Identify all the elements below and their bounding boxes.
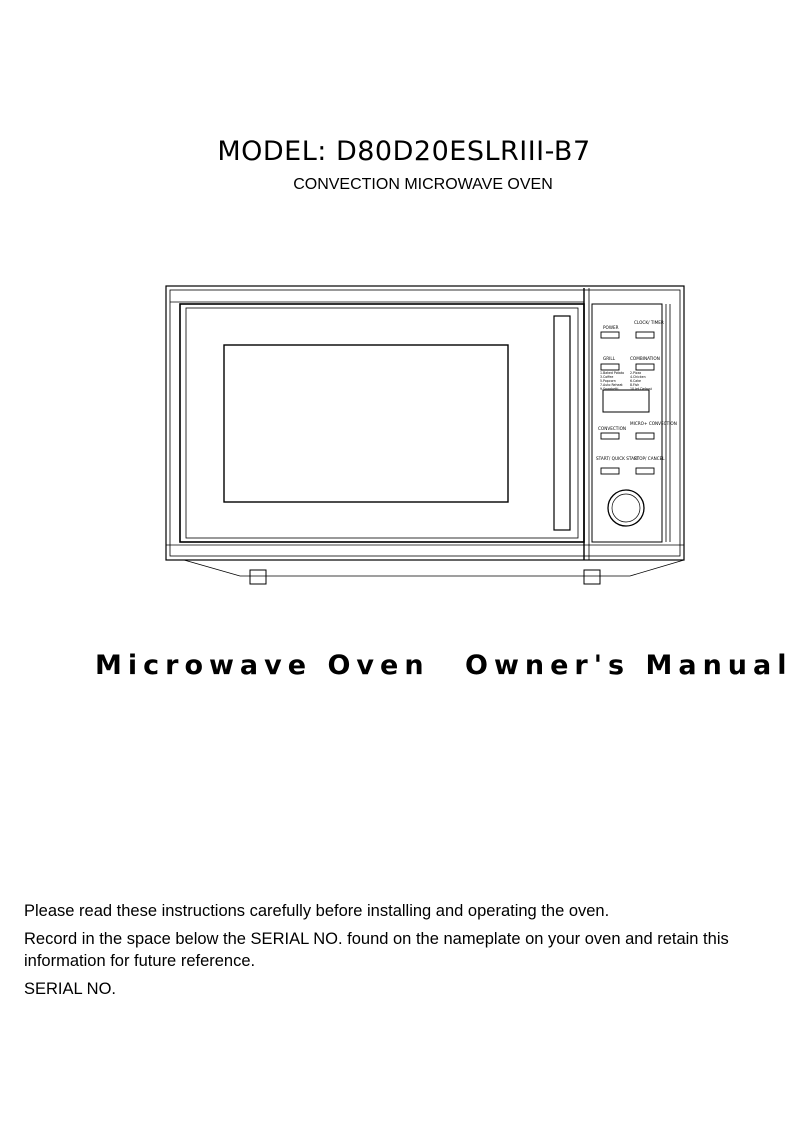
menu-item: 4.Chicken <box>630 375 646 379</box>
combination-label: COMBINATION <box>630 356 660 361</box>
power-label: POWER <box>603 325 619 330</box>
start-label: START/ QUICK START <box>596 456 640 461</box>
micro-convection-label: MICRO+ CONVECTION <box>630 421 677 426</box>
menu-item: 6.Cake <box>630 379 641 383</box>
microwave-drawing <box>160 280 690 590</box>
menu-item: 2.Pizza <box>630 371 642 375</box>
oven-window <box>224 345 508 502</box>
menu-item: 5.Popcorn <box>600 379 616 383</box>
stop-cancel-label: STOP/ CANCEL <box>634 456 665 461</box>
title-owners-manual: Owner's Manual <box>465 650 793 681</box>
menu-item: 10.Jet Defrost <box>630 387 652 391</box>
convection-label: CONVECTION <box>598 426 627 431</box>
door-handle <box>554 316 570 530</box>
menu-item: 8.Fish <box>630 383 640 387</box>
oven-foot-left <box>250 570 266 584</box>
title-microwave-oven: Microwave Oven <box>95 650 430 681</box>
menu-item: 3.Coffee <box>600 375 614 379</box>
instruction-read: Please read these instructions carefully before installing and operating the oven. <box>24 902 610 920</box>
oven-foot-right <box>584 570 600 584</box>
control-dial <box>608 490 644 526</box>
model-title: MODEL: D80D20ESLRIII-B7 <box>217 136 591 167</box>
clock-timer-label: CLOCK/ TIMER <box>634 320 664 325</box>
menu-item: 9.Spaghetti <box>600 387 619 391</box>
menu-item: 7.Auto Reheat <box>600 383 623 387</box>
menu-item: 1.Baked Potato <box>600 371 625 375</box>
serial-number-label: SERIAL NO. <box>24 980 116 998</box>
control-display <box>603 390 649 412</box>
microwave-illustration <box>160 280 690 590</box>
instruction-record: Record in the space below the SERIAL NO. found on the nameplate on your oven and retain this information for future reference. <box>24 930 729 970</box>
product-type: CONVECTION MICROWAVE OVEN <box>293 176 553 193</box>
grill-label: GRILL <box>603 356 616 361</box>
oven-door <box>180 304 584 542</box>
